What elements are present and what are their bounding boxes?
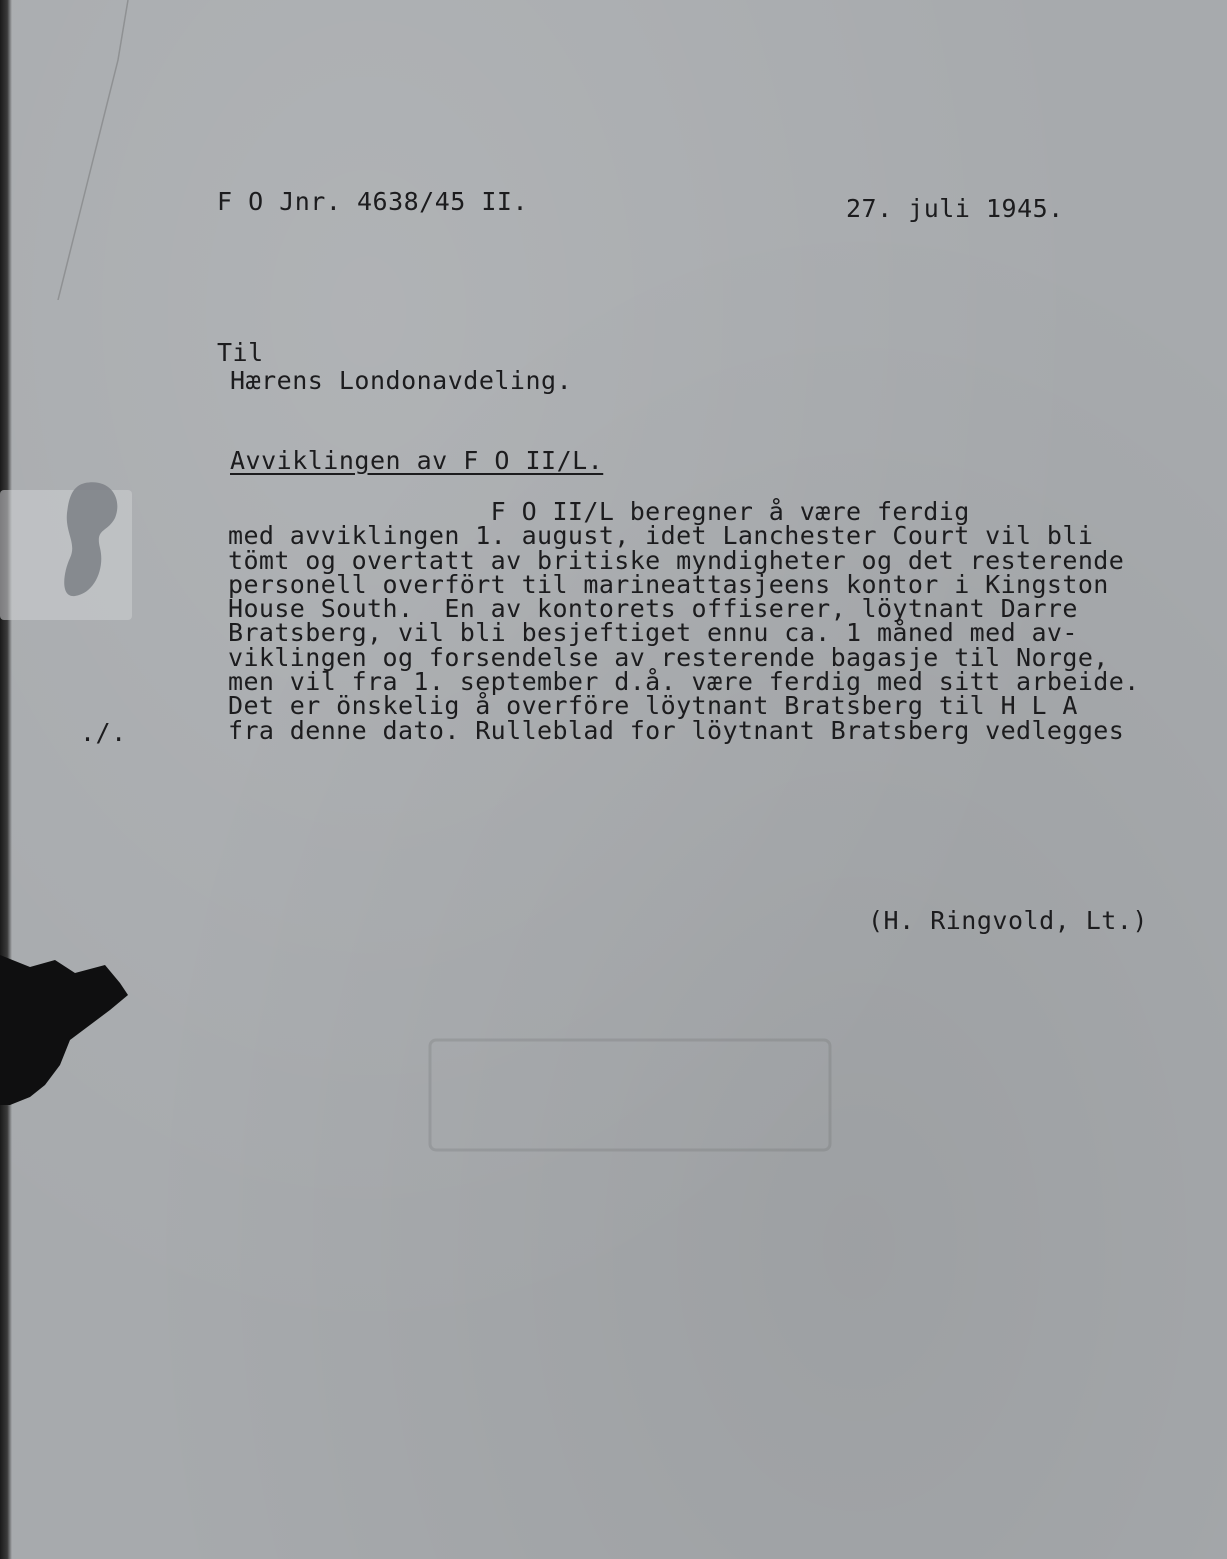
subject-line: Avviklingen av F O II/L. xyxy=(230,446,604,475)
ink-stain xyxy=(55,478,125,608)
torn-corner xyxy=(0,955,130,1105)
letter-date: 27. juli 1945. xyxy=(846,194,1064,223)
body-line: men vil fra 1. september d.å. være ferdig med sitt arbeide. xyxy=(228,667,1140,697)
body-line: viklingen og forsendelse av resterende bagasje til Norge, xyxy=(228,642,1109,672)
page-left-edge xyxy=(0,0,12,1559)
body-line: fra denne dato. Rulleblad for löytnant Bratsberg vedlegges xyxy=(228,715,1125,745)
margin-note: ./. xyxy=(80,718,127,747)
body-line: House South. En av kontorets offiserer, löytnant Darre xyxy=(228,594,1078,624)
body-line: Det er önskelig å overföre löytnant Bratsberg til H L A xyxy=(228,691,1078,721)
signature-block: (H. Ringvold, Lt.) xyxy=(868,906,1148,935)
body-line: med avviklingen 1. august, idet Lanchester Court vil bli xyxy=(228,521,1094,551)
body-line: Bratsberg, vil bli besjeftiget ennu ca. 1 måned med av- xyxy=(228,618,1078,648)
recipient: Hærens Londonavdeling. xyxy=(230,366,573,395)
body-line: F O II/L beregner å være ferdig xyxy=(228,497,970,526)
body-line: tömt og overtatt av britiske myndigheter og det resterende xyxy=(228,545,1125,575)
letter-body xyxy=(228,497,1140,745)
faint-stamp-impression xyxy=(420,1030,840,1160)
paper-fold-line xyxy=(48,0,138,300)
body-line: personell overfört til marineattasjeens kontor i Kingston xyxy=(228,569,1109,599)
reference-number: F O Jnr. 4638/45 II. xyxy=(217,187,529,216)
salutation: Til xyxy=(217,338,264,367)
